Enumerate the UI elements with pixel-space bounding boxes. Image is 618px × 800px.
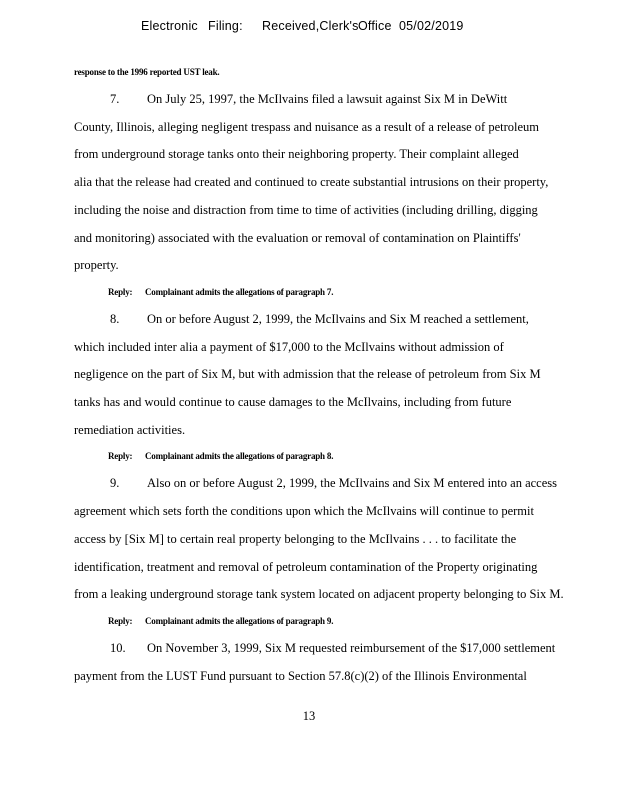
paragraph-number: 8. — [110, 311, 120, 326]
paragraph-line: On July 25, 1997, the McIlvains filed a lawsuit against Six M in DeWitt — [147, 92, 508, 106]
paragraph-number: 7. — [110, 92, 120, 106]
paragraph-line: On November 3, 1999, Six M requested reimbursement of the $17,000 settlement — [147, 640, 556, 655]
header-office: Office — [358, 19, 392, 33]
paragraph-7 — [74, 86, 594, 280]
page-number: 13 — [302, 709, 316, 723]
reply-label: Reply: — [108, 451, 133, 462]
paragraph-line: alia that the release had created and continued to create substantial intrusions on their property, — [74, 175, 549, 190]
reply-paragraph-8 — [108, 450, 594, 462]
reply-label: Reply: — [108, 615, 133, 626]
paragraph-line: including the noise and distraction from time to time of activities (including drilling, digging — [74, 202, 538, 217]
header-electronic: Electronic — [141, 19, 198, 33]
reply-label: Reply: — [108, 286, 133, 297]
paragraph-line: Also on or before August 2, 1999, the McIlvains and Six M entered into an access — [147, 476, 557, 491]
reply-text: Complainant admits the allegations of paragraph 8. — [145, 451, 334, 462]
paragraph-line: which included inter alia a payment of $17,000 to the McIlvains without admission of — [74, 339, 504, 354]
paragraph-line: property. — [74, 258, 119, 273]
paragraph-line: agreement which sets forth the conditions upon which the McIlvains will continue to permit — [74, 504, 534, 519]
paragraph-8 — [74, 306, 594, 445]
paragraph-line: tanks has and would continue to cause damages to the McIlvains, including from future — [74, 395, 512, 410]
paragraph-line: from a leaking underground storage tank system located on adjacent property belonging to Six M. — [74, 587, 564, 602]
paragraph-line: remediation activities. — [74, 422, 186, 437]
paragraph-line: and monitoring) associated with the evaluation or removal of contamination on Plaintiffs' — [74, 230, 521, 245]
reply-paragraph-7 — [108, 286, 594, 298]
lead-text: response to the 1996 reported UST leak. — [74, 67, 220, 77]
paragraph-line: identification, treatment and removal of petroleum contamination of the Property originating — [74, 559, 538, 574]
paragraph-number: 10. — [110, 640, 126, 655]
paragraph-line: access by [Six M] to certain real property belonging to the McIlvains . . . to facilitate the — [74, 531, 517, 546]
paragraph-line: County, Illinois, alleging negligent trespass and nuisance as a result of a release of petroleum — [74, 119, 540, 134]
reply-text: Complainant admits the allegations of paragraph 7. — [145, 286, 334, 297]
paragraph-number: 9. — [110, 476, 120, 491]
header-received: Received,Clerk's — [262, 19, 359, 33]
paragraph-line: negligence on the part of Six M, but with admission that the release of petroleum from Six M — [74, 367, 541, 382]
reply-text: Complainant admits the allegations of paragraph 9. — [145, 615, 334, 626]
paragraph-line: from underground storage tanks onto their neighboring property. Their complaint alleged — [74, 147, 519, 162]
paragraph-line: On or before August 2, 1999, the McIlvains and Six M reached a settlement, — [147, 311, 529, 326]
reply-paragraph-9 — [108, 615, 594, 627]
paragraph-line: payment from the LUST Fund pursuant to Section 57.8(c)(2) of the Illinois Environmental — [74, 668, 527, 683]
header-filing: Filing: — [208, 19, 243, 33]
document-body — [74, 66, 594, 690]
paragraph-10 — [74, 635, 594, 690]
paragraph-9 — [74, 470, 594, 609]
header-date: 05/02/2019 — [399, 19, 464, 33]
